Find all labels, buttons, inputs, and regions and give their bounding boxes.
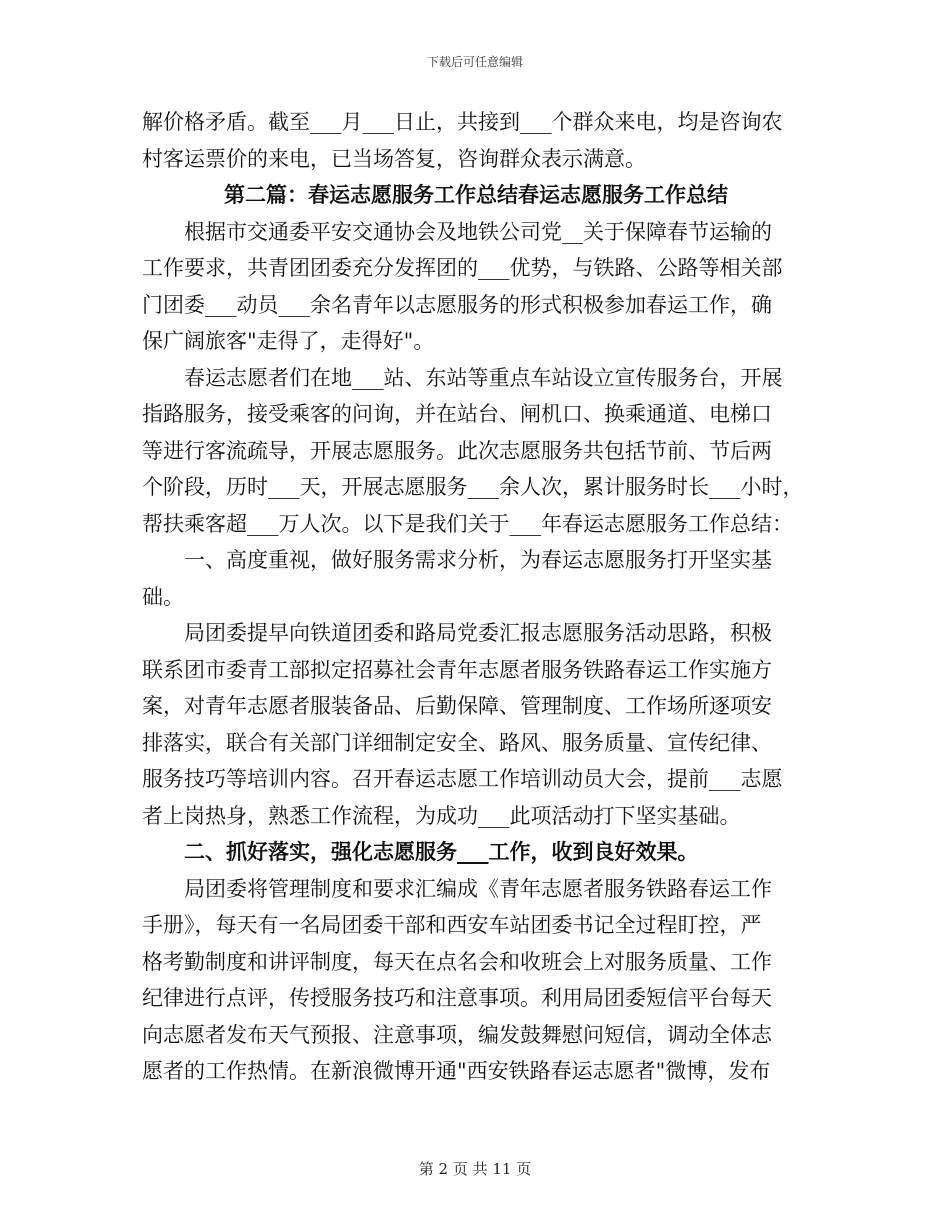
- text-line: 排落实，联合有关部门详细制定安全、路风、服务质量、宣传纪律、: [142, 730, 772, 755]
- text-line: 联系团市委青工部拟定招募社会青年志愿者服务铁路春运工作实施方: [142, 657, 772, 682]
- text-line: 手册》，每天有一名局团委干部和西安车站团委书记全过程盯控，严: [142, 913, 762, 937]
- text-line: 础。: [142, 584, 184, 609]
- section-heading-line: 二、抓好落实，强化志愿服务___工作，收到良好效果。: [184, 839, 699, 864]
- text-line: 向志愿者发布天气预报、注意事项，编发鼓舞慰问短信，调动全体志: [142, 1022, 772, 1047]
- text-line: 根据市交通委平安交通协会及地铁公司党__关于保障春节运输的: [184, 219, 772, 244]
- text-line: 门团委___动员___余名青年以志愿服务的形式积极参加春运工作，确: [142, 292, 772, 317]
- text-line: 指路服务，接受乘客的问询，并在站台、闸机口、换乘通道、电梯口: [142, 402, 772, 426]
- text-line: 愿者的工作热情。在新浪微博开通"西安铁路春运志愿者"微博，发布: [142, 1059, 771, 1083]
- text-line: 者上岗热身，熟悉工作流程，为成功___此项活动打下坚实基础。: [142, 803, 741, 828]
- text-line: 服务技巧等培训内容。召开春运志愿工作培训动员大会，提前___志愿: [142, 767, 783, 791]
- section-heading-line: 第二篇：春运志愿服务工作总结春运志愿服务工作总结: [224, 182, 728, 207]
- page-header: 下载后可任意编辑: [426, 55, 523, 69]
- text-line: 村客运票价的来电，已当场答复，咨询群众表示满意。: [142, 146, 646, 171]
- text-line: 格考勤制度和讲评制度，每天在点名会和收班会上对服务质量、工作: [142, 949, 772, 974]
- text-line: 一、高度重视，做好服务需求分析，为春运志愿服务打开坚实基: [184, 548, 772, 572]
- text-line: 保广阔旅客"走得了，走得好"。: [142, 329, 435, 353]
- text-line: 纪律进行点评，传授服务技巧和注意事项。利用局团委短信平台每天: [142, 986, 772, 1010]
- text-line: 个阶段，历时___天，开展志愿服务___余人次，累计服务时长___小时，: [142, 475, 804, 499]
- text-line: 等进行客流疏导，开展志愿服务。此次志愿服务共包括节前、节后两: [142, 438, 772, 463]
- document-body: [142, 104, 810, 1090]
- page-footer: 第 2 页 共 11 页: [418, 1160, 532, 1178]
- text-line: 局团委将管理制度和要求汇编成《青年志愿者服务铁路春运工作: [184, 876, 772, 901]
- text-line: 案，对青年志愿者服装备品、后勤保障、管理制度、工作场所逐项安: [142, 694, 772, 718]
- text-line: 帮扶乘客超___万人次。以下是我们关于___年春运志愿服务工作总结：: [142, 511, 793, 536]
- text-line: 解价格矛盾。截至___月___日止，共接到___个群众来电，均是咨询农: [142, 110, 783, 134]
- text-line: 局团委提早向铁道团委和路局党委汇报志愿服务活动思路，积极: [184, 621, 772, 645]
- text-line: 春运志愿者们在地___站、东站等重点车站设立宣传服务台，开展: [184, 365, 783, 390]
- text-line: 工作要求，共青团团委充分发挥团的___优势，与铁路、公路等相关部: [142, 256, 783, 280]
